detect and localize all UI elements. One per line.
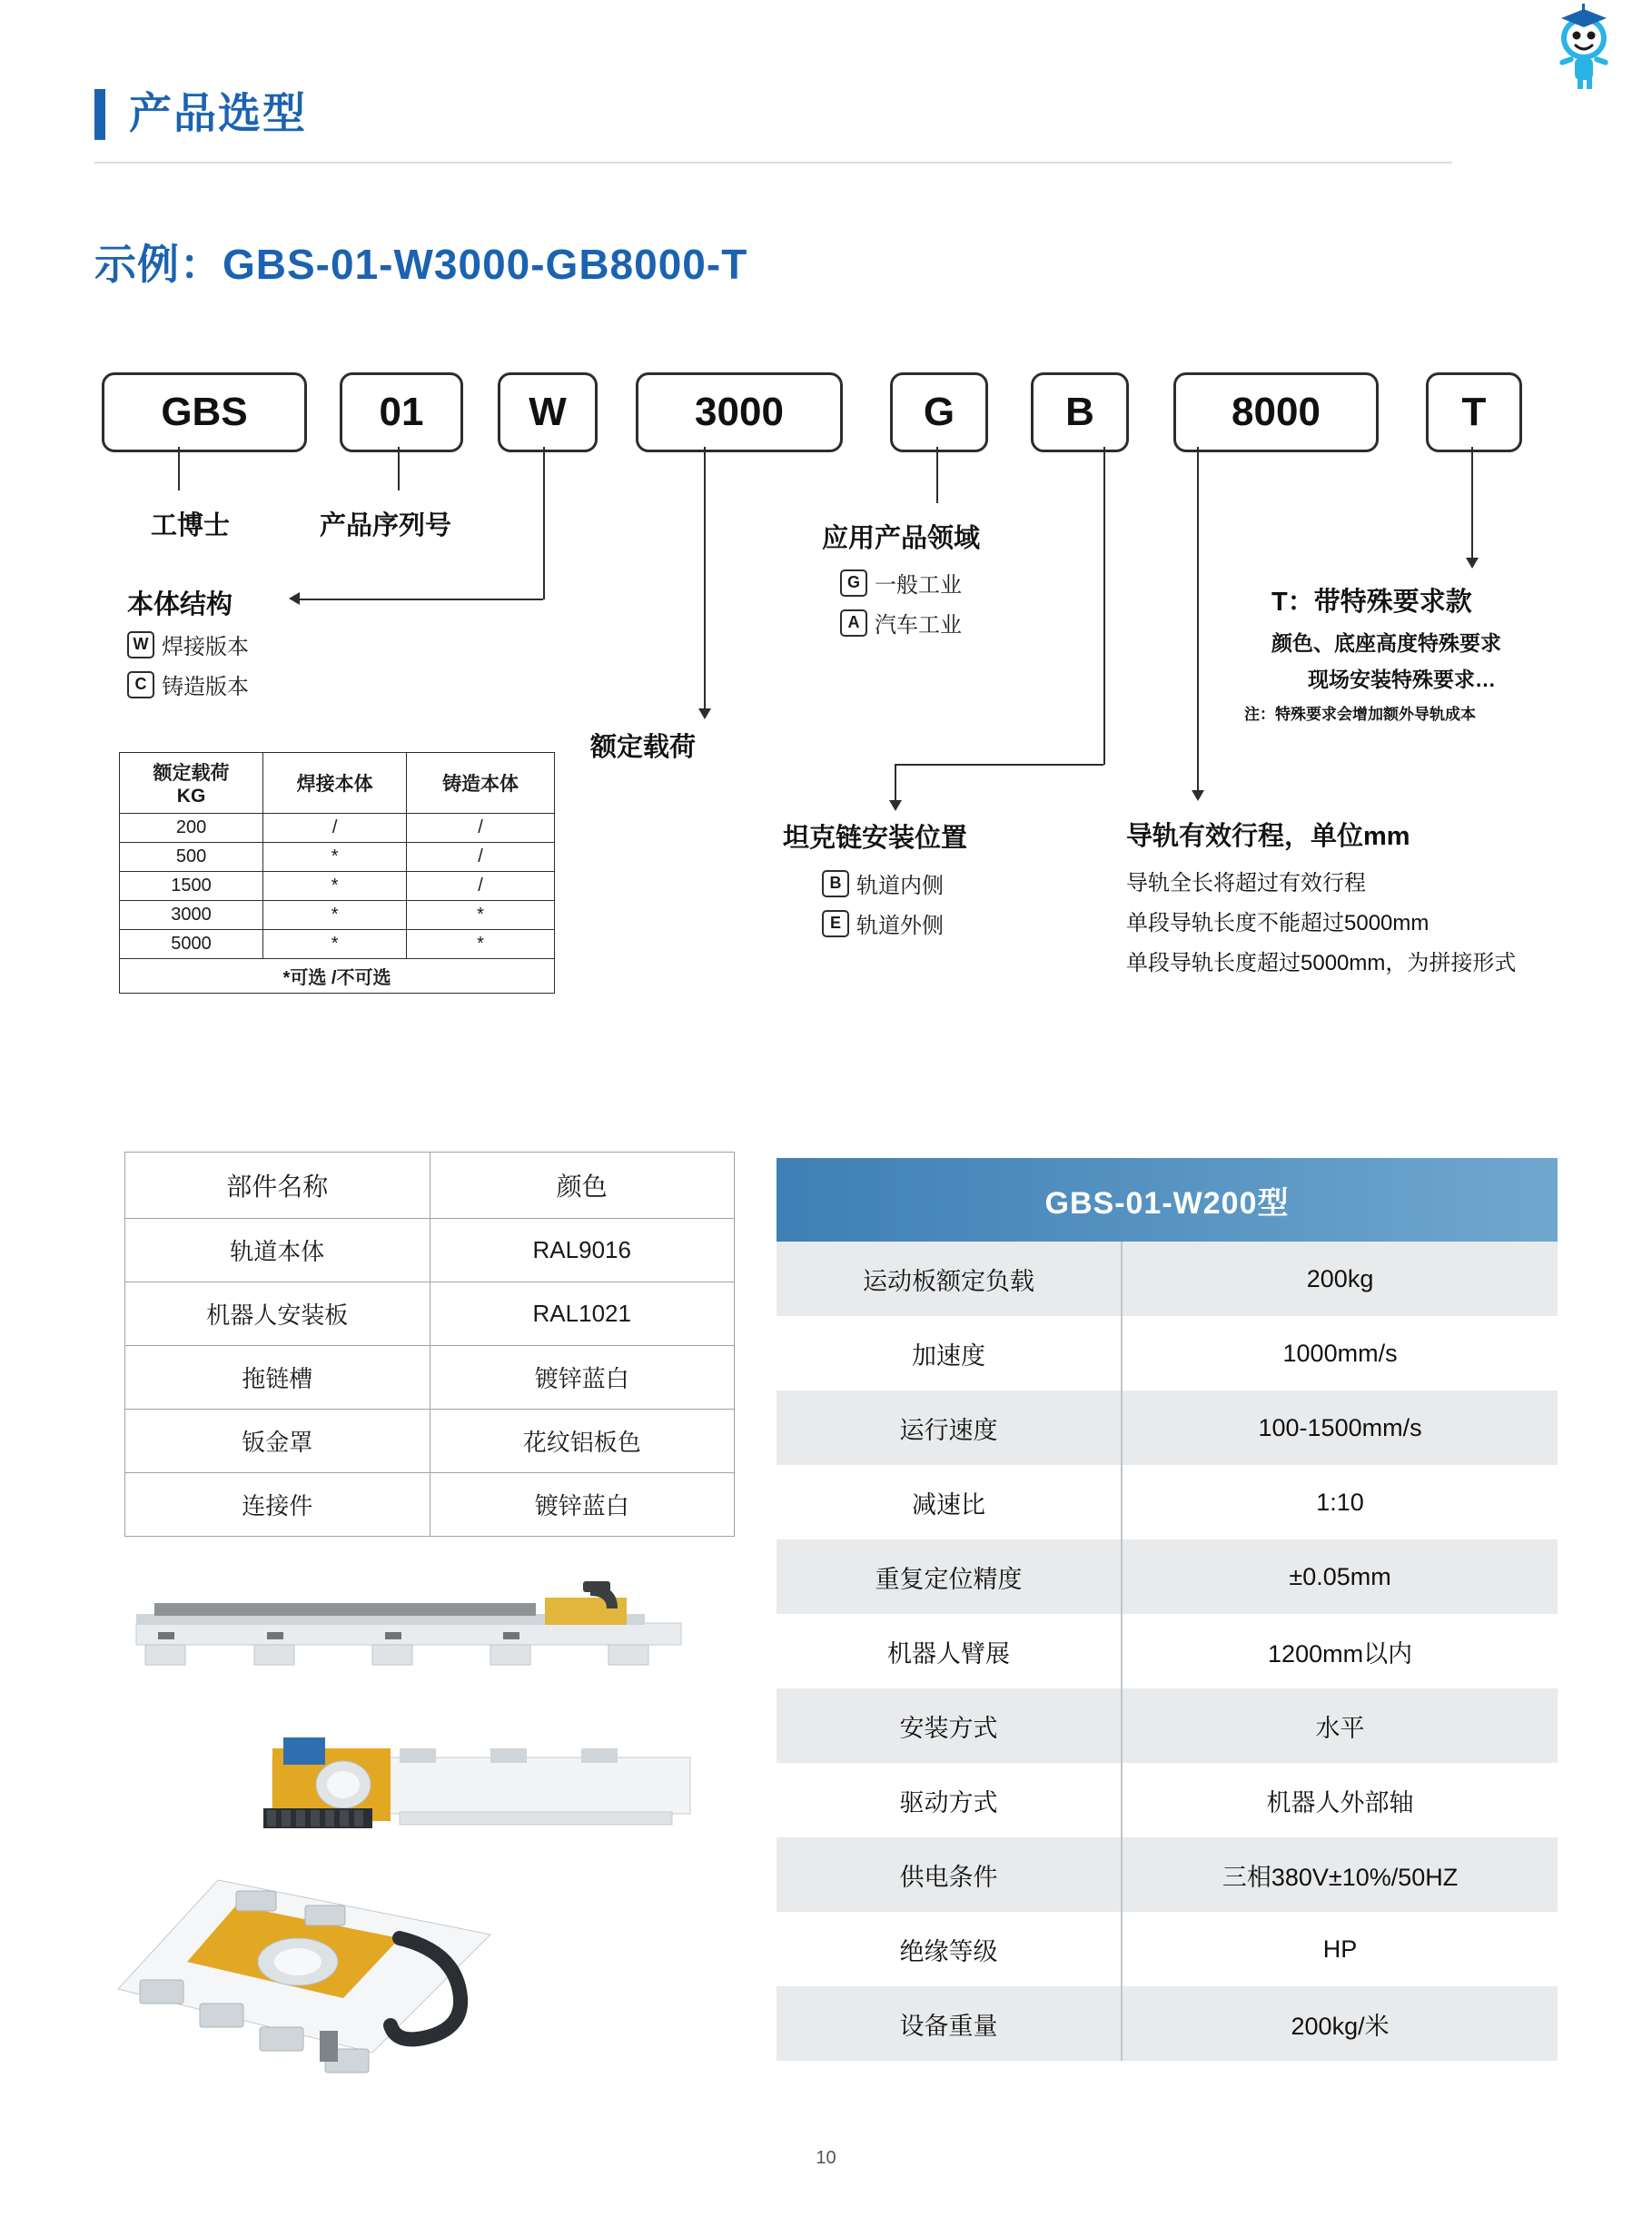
- chain-b-label: 轨道内侧: [856, 874, 944, 898]
- spec-row: [777, 1912, 1558, 1986]
- code-box-stroke: 8000: [1173, 372, 1379, 452]
- load-cell: 1500: [120, 872, 263, 901]
- spec-row: [777, 1614, 1558, 1688]
- table-row: [125, 1410, 735, 1473]
- load-cell: *: [263, 872, 407, 901]
- code-box-application: G: [890, 372, 988, 452]
- spec-value: 水平: [1121, 1688, 1558, 1763]
- connector-chain-arrow: [889, 800, 902, 811]
- parts-cell-color: 花纹铝板色: [430, 1410, 735, 1473]
- chain-e-label: 轨道外侧: [856, 914, 944, 938]
- header-divider: [94, 162, 1452, 163]
- spec-value: 200kg/米: [1121, 1986, 1558, 2061]
- header-accent-bar: [94, 89, 105, 140]
- spec-row: [777, 1391, 1558, 1465]
- spec-key: 减速比: [912, 1490, 986, 1519]
- connector-body-arrow: [289, 592, 300, 605]
- body-w-key: W: [127, 631, 154, 658]
- load-header-main: 额定载荷: [153, 763, 230, 784]
- app-g-key: G: [840, 569, 867, 597]
- connector-special-arrow: [1466, 558, 1479, 569]
- spec-row: [777, 1539, 1558, 1614]
- rated-load-table: [119, 752, 555, 994]
- table-row: [120, 843, 555, 872]
- code-box-serial: 01: [340, 372, 463, 452]
- spec-value: 1000mm/s: [1121, 1316, 1558, 1391]
- product-image-rail-top: [263, 1721, 708, 1857]
- app-g-label: 一般工业: [875, 573, 962, 598]
- code-box-body: W: [498, 372, 598, 452]
- label-special-line1: 颜色、底座高度特殊要求: [1271, 631, 1501, 655]
- load-cell: /: [263, 814, 407, 843]
- parts-color-table: [124, 1152, 735, 1537]
- connector-chain-v2: [895, 764, 896, 802]
- load-header-welded: 焊接本体: [263, 753, 407, 814]
- spec-row: [777, 1316, 1558, 1391]
- connector-app-v: [936, 447, 938, 503]
- connector-load-arrow: [698, 708, 711, 719]
- app-a-key: A: [840, 609, 867, 637]
- parts-header-color: 颜色: [430, 1153, 735, 1219]
- load-cell: /: [407, 814, 555, 843]
- parts-header-name: 部件名称: [125, 1153, 430, 1219]
- spec-key: 绝缘等级: [899, 1937, 998, 1965]
- parts-cell-color: 镀锌蓝白: [430, 1473, 735, 1537]
- spec-row: [777, 1837, 1558, 1912]
- label-stroke-line1: 导轨全长将超过有效行程: [1126, 871, 1366, 896]
- connector-body-v: [543, 447, 545, 599]
- page-header: [94, 82, 1452, 169]
- connector-serial: [398, 447, 400, 490]
- chain-e-key: E: [822, 910, 849, 937]
- connector-special-v: [1471, 447, 1473, 559]
- label-rated-load: 额定载荷: [590, 733, 697, 762]
- label-stroke-line2: 单段导轨长度不能超过5000mm: [1126, 911, 1429, 935]
- spec-key: 机器人臂展: [887, 1639, 1011, 1668]
- spec-row: [777, 1242, 1558, 1316]
- spec-key: 运动板额定负载: [863, 1267, 1035, 1295]
- spec-value: 100-1500mm/s: [1121, 1391, 1558, 1465]
- spec-key: 重复定位精度: [875, 1565, 1023, 1593]
- connector-chain-h: [895, 764, 1103, 766]
- label-chain-position: 坦克链安装位置: [783, 824, 968, 853]
- table-row: [125, 1219, 735, 1282]
- spec-value: 200kg: [1121, 1242, 1558, 1316]
- page-number: 10: [816, 2148, 836, 2168]
- load-header-cast: 铸造本体: [407, 753, 555, 814]
- spec-value: 机器人外部轴: [1121, 1763, 1558, 1837]
- table-row: [120, 901, 555, 930]
- mascot-logo-icon: [1534, 0, 1634, 91]
- app-a-label: 汽车工业: [875, 613, 962, 638]
- connector-stroke-arrow: [1192, 790, 1204, 801]
- connector-body-h: [300, 599, 543, 600]
- spec-row: [777, 1763, 1558, 1837]
- table-row: [125, 1346, 735, 1410]
- load-cell: 3000: [120, 901, 263, 930]
- label-special-title: T：带特殊要求款: [1271, 588, 1472, 617]
- load-header-unit: KG: [176, 786, 206, 807]
- spec-key: 运行速度: [899, 1416, 998, 1444]
- table-row: [120, 814, 555, 843]
- load-cell: *: [407, 901, 555, 930]
- spec-value: 三相380V±10%/50HZ: [1121, 1837, 1558, 1912]
- page-title: 产品选型: [129, 89, 307, 137]
- table-header-row: [125, 1153, 735, 1219]
- spec-value: 1:10: [1121, 1465, 1558, 1539]
- label-special-line2: 现场安装特殊要求…: [1308, 668, 1496, 691]
- spec-table-title: GBS-01-W200型: [777, 1158, 1558, 1242]
- product-image-rail-perspective: [100, 1871, 608, 2112]
- parts-cell-name: 钣金罩: [125, 1410, 430, 1473]
- table-footer-row: [120, 959, 555, 994]
- body-c-key: C: [127, 671, 154, 698]
- spec-row: [777, 1465, 1558, 1539]
- connector-chain-v1: [1103, 447, 1105, 765]
- parts-cell-name: 轨道本体: [125, 1219, 430, 1282]
- spec-key: 加速度: [912, 1341, 986, 1370]
- table-row: [120, 930, 555, 959]
- connector-load-v: [704, 447, 706, 710]
- spec-key: 设备重量: [899, 2012, 998, 2040]
- spec-row: [777, 1688, 1558, 1763]
- table-row: [120, 872, 555, 901]
- code-box-load: 3000: [636, 372, 843, 452]
- spec-key: 安装方式: [899, 1714, 998, 1742]
- parts-cell-color: RAL1021: [430, 1282, 735, 1346]
- code-box-chain: B: [1031, 372, 1129, 452]
- spec-value: 1200mm以内: [1121, 1614, 1558, 1688]
- spec-row: [777, 1986, 1558, 2061]
- parts-cell-name: 机器人安装板: [125, 1282, 430, 1346]
- product-image-rail-long: [118, 1576, 717, 1698]
- load-cell: *: [407, 930, 555, 959]
- load-cell: *: [263, 843, 407, 872]
- table-row: [125, 1473, 735, 1537]
- label-application: 应用产品领域: [822, 524, 981, 553]
- label-serial: 产品序列号: [320, 511, 452, 540]
- spec-key: 供电条件: [899, 1863, 998, 1891]
- parts-cell-name: 拖链槽: [125, 1346, 430, 1410]
- body-w-label: 焊接版本: [162, 635, 249, 659]
- label-special-note: 注：特殊要求会增加额外导轨成本: [1244, 706, 1476, 723]
- code-box-special: T: [1426, 372, 1522, 452]
- label-body-structure: 本体结构: [127, 590, 233, 619]
- load-cell: *: [263, 901, 407, 930]
- load-header-load: [120, 753, 263, 814]
- spec-value: ±0.05mm: [1121, 1539, 1558, 1614]
- label-stroke-title: 导轨有效行程，单位mm: [1126, 822, 1410, 851]
- load-cell: *: [263, 930, 407, 959]
- connector-stroke-v: [1197, 447, 1199, 792]
- parts-cell-color: RAL9016: [430, 1219, 735, 1282]
- label-gbs: 工博士: [151, 511, 231, 540]
- chain-b-key: B: [822, 870, 849, 897]
- connector-gbs: [178, 447, 180, 490]
- body-c-label: 铸造版本: [162, 675, 249, 699]
- load-cell: 200: [120, 814, 263, 843]
- spec-key: 驱动方式: [899, 1788, 998, 1816]
- example-title: 示例：GBS-01-W3000-GB8000-T: [94, 241, 748, 288]
- load-cell: /: [407, 843, 555, 872]
- spec-value: HP: [1121, 1912, 1558, 1986]
- table-row: [125, 1282, 735, 1346]
- spec-table: [777, 1158, 1558, 2061]
- load-cell: /: [407, 872, 555, 901]
- parts-cell-color: 镀锌蓝白: [430, 1346, 735, 1410]
- load-cell: 500: [120, 843, 263, 872]
- load-cell: 5000: [120, 930, 263, 959]
- label-stroke-line3: 单段导轨长度超过5000mm，为拼接形式: [1126, 951, 1517, 975]
- load-table-footer: *可选 /不可选: [120, 959, 555, 994]
- parts-cell-name: 连接件: [125, 1473, 430, 1537]
- code-box-gbs: GBS: [102, 372, 307, 452]
- table-header-row: [120, 753, 555, 814]
